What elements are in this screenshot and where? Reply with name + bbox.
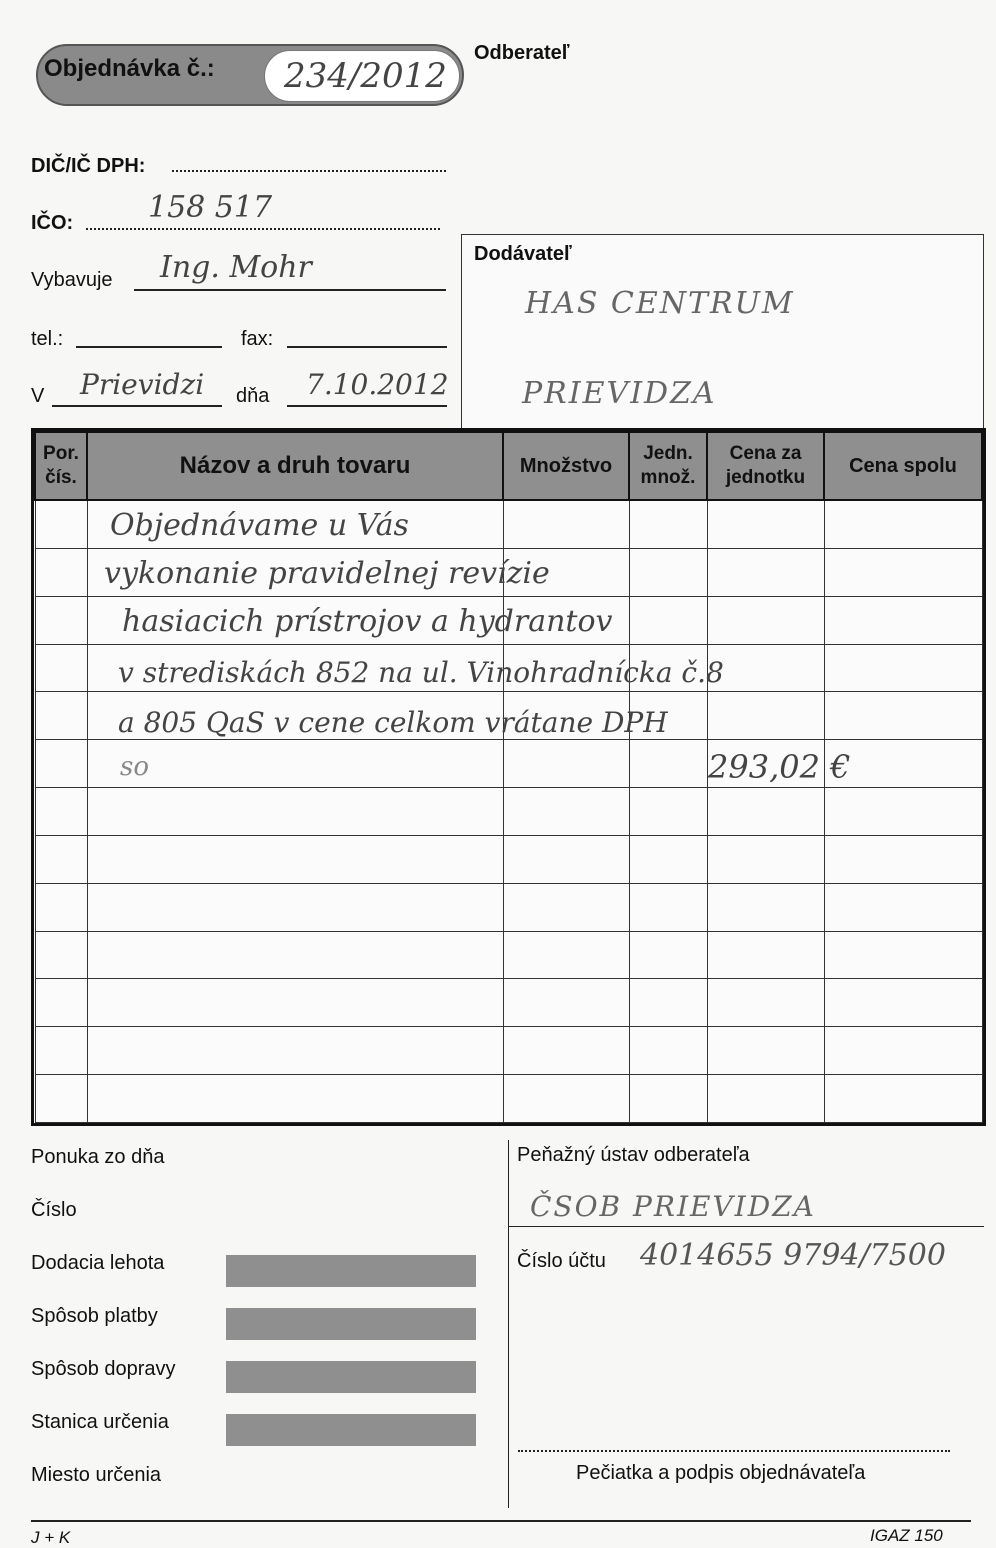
- destination-station-label: Stanica určenia: [31, 1411, 169, 1433]
- table-cell: [87, 788, 503, 836]
- table-cell: [35, 931, 87, 979]
- table-cell: [35, 500, 87, 548]
- ico-field-line: [86, 228, 440, 230]
- date-line: [287, 405, 447, 407]
- table-cell: [824, 1075, 982, 1123]
- delivery-term-field: [226, 1255, 476, 1287]
- table-cell: [35, 1027, 87, 1075]
- order-number-label: Objednávka č.:: [44, 55, 215, 82]
- table-cell: [503, 979, 629, 1027]
- table-cell: [87, 883, 503, 931]
- table-cell: [824, 644, 982, 692]
- table-cell: [629, 931, 707, 979]
- fax-label: fax:: [241, 328, 274, 350]
- signature-line: [518, 1450, 950, 1452]
- table-cell: [87, 835, 503, 883]
- tel-line: [76, 346, 222, 348]
- table-cell: [824, 692, 982, 740]
- table-cell: [87, 740, 503, 788]
- table-cell: [824, 1027, 982, 1075]
- bank-line: [508, 1226, 984, 1227]
- table-cell: [629, 979, 707, 1027]
- ico-label: IČO:: [31, 212, 74, 234]
- delivery-term-label: Dodacia lehota: [31, 1252, 165, 1274]
- table-cell: [629, 835, 707, 883]
- table-cell: [35, 596, 87, 644]
- table-cell: [35, 692, 87, 740]
- date-value: 7.10.2012: [306, 368, 449, 401]
- table-cell: [707, 692, 824, 740]
- table-cell: [707, 500, 824, 548]
- offer-number-label: Číslo: [31, 1199, 77, 1221]
- destination-station-field: [226, 1414, 476, 1446]
- table-cell: [629, 596, 707, 644]
- table-cell: [503, 500, 629, 548]
- table-cell: [35, 1075, 87, 1123]
- customer-heading: Odberateľ: [474, 42, 570, 64]
- table-cell: [707, 596, 824, 644]
- table-row: [35, 835, 982, 883]
- table-cell: [35, 548, 87, 596]
- table-cell: [824, 931, 982, 979]
- table-cell: [629, 1075, 707, 1123]
- transport-method-field: [226, 1361, 476, 1393]
- table-cell: [629, 883, 707, 931]
- table-cell: [87, 931, 503, 979]
- table-cell: [707, 979, 824, 1027]
- table-cell: [629, 548, 707, 596]
- table-cell: [503, 931, 629, 979]
- place-value: Prievidzi: [80, 368, 205, 401]
- destination-place-label: Miesto určenia: [31, 1464, 162, 1486]
- table-cell: [35, 644, 87, 692]
- table-cell: [707, 1027, 824, 1075]
- payment-method-label: Spôsob platby: [31, 1305, 158, 1327]
- table-row: [35, 979, 982, 1027]
- supplier-name-line2: PRIEVIDZA: [522, 376, 717, 411]
- table-cell: [629, 788, 707, 836]
- table-cell: [35, 883, 87, 931]
- table-cell: [824, 835, 982, 883]
- table-cell: [503, 883, 629, 931]
- footer-left-code: J + K: [31, 1528, 71, 1547]
- table-cell: [707, 644, 824, 692]
- table-cell: [707, 883, 824, 931]
- bank-value: ČSOB PRIEVIDZA: [530, 1190, 816, 1223]
- table-row: [35, 1075, 982, 1123]
- handwritten-line: hasiacich prístrojov a hydrantov: [122, 604, 613, 639]
- dic-field-line: [172, 170, 446, 172]
- table-cell: [824, 883, 982, 931]
- transport-method-label: Spôsob dopravy: [31, 1358, 176, 1380]
- handled-by-label: Vybavuje: [31, 269, 113, 291]
- bank-label: Peňažný ústav odberateľa: [517, 1144, 750, 1166]
- col-header-total-price: Cena spolu: [824, 432, 982, 500]
- table-cell: [707, 931, 824, 979]
- table-cell: [87, 979, 503, 1027]
- handwritten-line: v strediskách 852 na ul. Vinohradnícka č.8: [118, 656, 724, 689]
- table-cell: [503, 788, 629, 836]
- table-cell: [824, 548, 982, 596]
- table-cell: [707, 548, 824, 596]
- account-label: Číslo účtu: [517, 1250, 606, 1272]
- table-row: [35, 931, 982, 979]
- col-header-unit-price: Cena za jednotku: [707, 432, 824, 500]
- table-cell: [629, 500, 707, 548]
- place-label: V: [31, 385, 45, 407]
- table-row: [35, 788, 982, 836]
- table-cell: [503, 740, 629, 788]
- handwritten-line: vykonanie pravidelnej revízie: [104, 556, 550, 591]
- table-cell: [87, 1027, 503, 1075]
- handwritten-total: 293,02 €: [708, 748, 851, 786]
- dic-label: DIČ/IČ DPH:: [31, 155, 146, 177]
- table-cell: [629, 1027, 707, 1075]
- table-cell: [707, 835, 824, 883]
- payment-method-field: [226, 1308, 476, 1340]
- table-cell: [35, 979, 87, 1027]
- table-cell: [824, 596, 982, 644]
- table-cell: [35, 835, 87, 883]
- footer-rule: [31, 1520, 971, 1522]
- offer-date-label: Ponuka zo dňa: [31, 1146, 165, 1168]
- col-header-unit: Jedn. množ.: [629, 432, 707, 500]
- supplier-name-line1: HAS CENTRUM: [525, 286, 795, 321]
- table-cell: [707, 788, 824, 836]
- table-cell: [503, 835, 629, 883]
- handled-by-line: [134, 289, 446, 291]
- table-cell: [87, 1075, 503, 1123]
- table-header-row: [35, 432, 982, 500]
- ico-value: 158 517: [148, 190, 273, 225]
- fax-line: [287, 346, 447, 348]
- order-number-value: 234/2012: [284, 56, 447, 96]
- table-cell: [503, 1027, 629, 1075]
- bottom-column-divider: [508, 1140, 509, 1508]
- supplier-heading: Dodávateľ: [474, 243, 572, 265]
- table-cell: [707, 1075, 824, 1123]
- place-line: [52, 405, 222, 407]
- table-cell: [824, 979, 982, 1027]
- table-cell: [629, 740, 707, 788]
- handwritten-line: so: [120, 752, 149, 782]
- col-header-number: Por. čís.: [35, 432, 87, 500]
- table-cell: [503, 1075, 629, 1123]
- col-header-quantity: Množstvo: [503, 432, 629, 500]
- stamp-signature-label: Pečiatka a podpis objednávateľa: [576, 1462, 866, 1484]
- tel-label: tel.:: [31, 328, 64, 350]
- handwritten-line: Objednávame u Vás: [110, 508, 409, 543]
- footer-form-code: IGAZ 150: [870, 1526, 943, 1545]
- handled-by-value: Ing. Mohr: [160, 250, 312, 285]
- table-cell: [35, 740, 87, 788]
- table-cell: [824, 788, 982, 836]
- table-row: [35, 1027, 982, 1075]
- col-header-item-name: Názov a druh tovaru: [87, 432, 503, 500]
- handwritten-line: a 805 QaS v cene celkom vrátane DPH: [118, 706, 668, 739]
- table-row: [35, 883, 982, 931]
- date-label: dňa: [236, 385, 270, 407]
- account-value: 4014655 9794/7500: [640, 1238, 946, 1273]
- table-cell: [35, 788, 87, 836]
- table-cell: [824, 500, 982, 548]
